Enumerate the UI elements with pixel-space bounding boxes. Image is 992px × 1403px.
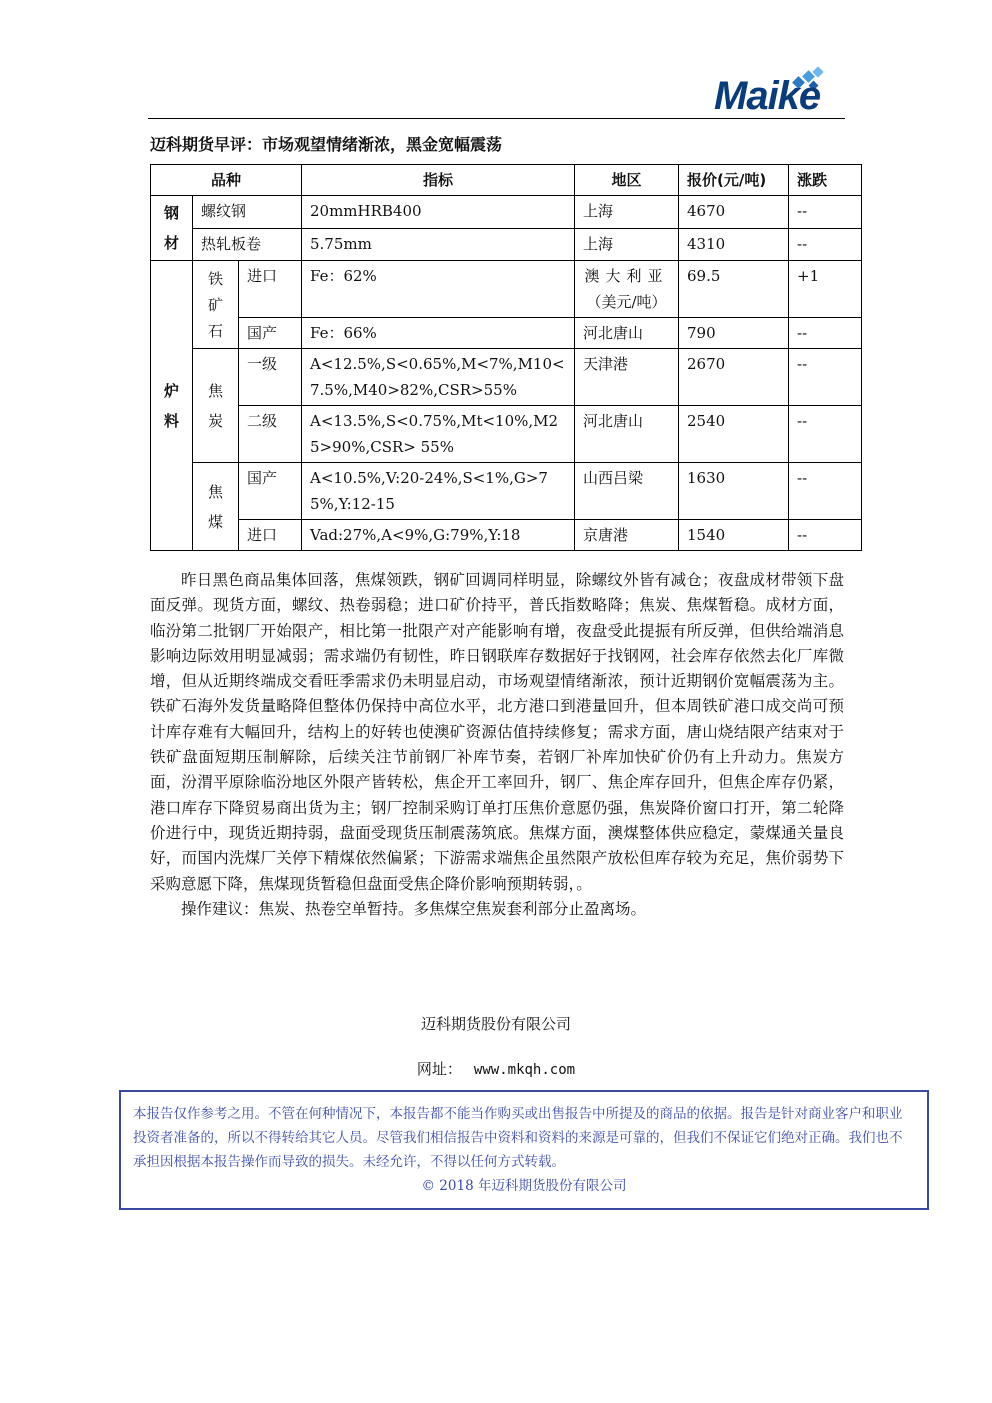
table-row (151, 463, 862, 520)
row-spec: Fe：62% (302, 261, 575, 318)
row-sub: 一级 (239, 349, 302, 406)
header-rule (148, 118, 845, 119)
table-row (151, 261, 862, 318)
row-change: -- (789, 406, 862, 463)
group-steel: 钢材 (151, 196, 193, 261)
table-row (151, 318, 862, 349)
row-spec: A<10.5%,V:20-24%,S<1%,G>75%,Y:12-15 (302, 463, 575, 520)
table-row (151, 520, 862, 551)
row-change: -- (789, 520, 862, 551)
row-spec: Fe：66% (302, 318, 575, 349)
row-region: 澳大利亚 （美元/吨） (575, 261, 679, 318)
row-price: 1540 (679, 520, 789, 551)
group-furnace: 炉料 (151, 261, 193, 551)
row-region: 河北唐山 (575, 406, 679, 463)
row-spec: 5.75mm (302, 228, 575, 261)
row-change: -- (789, 463, 862, 520)
row-price: 1630 (679, 463, 789, 520)
table-header-row (151, 165, 862, 196)
disclaimer-text: 本报告仅作参考之用。不管在何种情况下，本报告都不能当作购买或出售报告中所提及的商品的依据。报告是针对商业客户和职业投资者准备的，所以不得转给其它人员。尽管我们相信报告中资料和资料的来源是可靠的，但我们不保证它们绝对正确。我们也不承担因根据本报告操作而导致的损失。未经允许，不得以任何方式转载。 (133, 1106, 903, 1170)
row-region: 天津港 (575, 349, 679, 406)
row-sub: 进口 (239, 520, 302, 551)
maike-logo (700, 66, 850, 118)
row-price: 69.5 (679, 261, 789, 318)
row-price: 790 (679, 318, 789, 349)
header-change: 涨跌 (789, 165, 862, 196)
table-row (151, 349, 862, 406)
website-link[interactable]: www.mkqh.com (473, 1062, 576, 1078)
group-coke: 焦炭 (193, 349, 239, 463)
commentary-paragraph: 昨日黑色商品集体回落，焦煤领跌，钢矿回调同样明显，除螺纹外皆有减仓；夜盘成材带领下盘面反弹。现货方面，螺纹、热卷弱稳；进口矿价持平，普氏指数略降；焦炭、焦煤暂稳。成材方面，临汾第二批钢厂开始限产，相比第一批限产对产能影响有增，夜盘受此提振有所反弹，但供给端消息影响边际效用明显减弱；需求端仍有韧性，昨日钢联库存数据好于找钢网，社会库存依然去化厂库微增，但从近期终端成交看旺季需求仍未明显启动，市场观望情绪渐浓，预计近期钢价宽幅震荡为主。铁矿石海外发货量略降但整体仍保持中高位水平，北方港口到港量回升，但本周铁矿港口成交尚可预计库存难有大幅回升，结构上的好转也使澳矿资源估值持续修复；需求方面，唐山烧结限产结束对于铁矿盘面短期压制解除，后续关注节前钢厂补库节奏，若钢厂补库加快矿价仍有上升动力。焦炭方面，汾渭平原除临汾地区外限产皆转松，焦企开工率回升，钢厂、焦企库存回升，但焦企库存仍紧，港口库存下降贸易商出货为主；钢厂控制采购订单打压焦价意愿仍强，焦炭降价窗口打开，第二轮降价进行中，现货近期持弱，盘面受现货压制震荡筑底。焦煤方面，澳煤整体供应稳定，蒙煤通关量良好，而国内洗煤厂关停下精煤依然偏紧；下游需求端焦企虽然限产放松但库存较为充足，焦价弱势下采购意愿下降，焦煤现货暂稳但盘面受焦企降价影响预期转弱，。 (150, 571, 844, 893)
row-change: -- (789, 349, 862, 406)
row-price: 4310 (679, 228, 789, 261)
row-spec: A<13.5%,S<0.75%,Mt<10%,M25>90%,CSR> 55% (302, 406, 575, 463)
commentary (150, 568, 844, 922)
row-spec: 20mmHRB400 (302, 196, 575, 229)
row-price: 4670 (679, 196, 789, 229)
row-sub: 热轧板卷 (193, 228, 302, 261)
row-change: -- (789, 196, 862, 229)
row-price: 2540 (679, 406, 789, 463)
row-region: 京唐港 (575, 520, 679, 551)
row-region: 上海 (575, 196, 679, 229)
header-region: 地区 (575, 165, 679, 196)
header-price: 报价(元/吨) (679, 165, 789, 196)
report-title: 迈科期货早评：市场观望情绪渐浓，黑金宽幅震荡 (150, 135, 503, 154)
disclaimer-box (119, 1090, 929, 1210)
website-line (0, 1058, 992, 1079)
table-row (151, 406, 862, 463)
table-row (151, 228, 862, 261)
row-price: 2670 (679, 349, 789, 406)
row-region: 上海 (575, 228, 679, 261)
trading-advice: 操作建议：焦炭、热卷空单暂持。多焦煤空焦炭套利部分止盈离场。 (181, 899, 647, 918)
row-spec: Vad:27%,A<9%,G:79%,Y:18 (302, 520, 575, 551)
row-sub: 国产 (239, 318, 302, 349)
website-label: 网址： (416, 1060, 462, 1078)
row-change: +1 (789, 261, 862, 318)
company-name: 迈科期货股份有限公司 (420, 1015, 571, 1033)
row-sub: 二级 (239, 406, 302, 463)
table-row (151, 196, 862, 229)
row-region: 山西吕梁 (575, 463, 679, 520)
row-change: -- (789, 318, 862, 349)
header-variety: 品种 (151, 165, 302, 196)
logo-wordmark: Maike (714, 74, 821, 118)
price-table (150, 164, 862, 551)
row-region: 河北唐山 (575, 318, 679, 349)
group-iron-ore: 铁矿石 (193, 261, 239, 349)
row-sub: 螺纹钢 (193, 196, 302, 229)
copyright-text: © 2018 年迈科期货股份有限公司 (421, 1178, 627, 1194)
row-sub: 进口 (239, 261, 302, 318)
row-sub: 国产 (239, 463, 302, 520)
group-coking-coal: 焦煤 (193, 463, 239, 551)
row-change: -- (789, 228, 862, 261)
row-spec: A<12.5%,S<0.65%,M<7%,M10<7.5%,M40>82%,CSR>55% (302, 349, 575, 406)
header-spec: 指标 (302, 165, 575, 196)
